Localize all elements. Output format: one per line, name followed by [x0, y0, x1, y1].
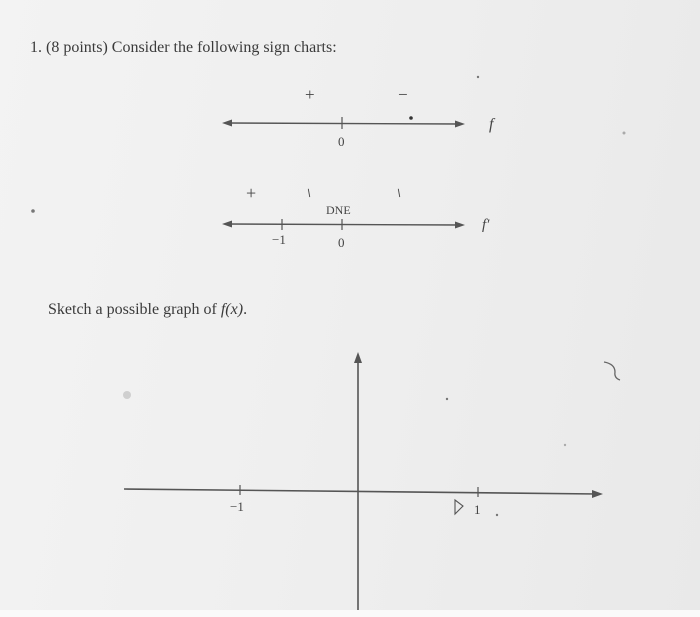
f-label: f [489, 116, 494, 133]
fprime-dne-label: DNE [326, 203, 351, 217]
fprime-tick-label-0: 0 [338, 235, 345, 250]
sketch-prompt-suffix: . [243, 301, 248, 318]
f-sign-left: + [305, 85, 315, 104]
sketch-prompt-prefix: Sketch a possible graph of [48, 301, 217, 318]
fprime-tick-label-neg1: −1 [272, 232, 286, 247]
f-tick-label: 0 [338, 134, 345, 149]
fprime-label: f′ [482, 217, 490, 233]
f-sign-right: − [398, 85, 408, 104]
fprime-sign-right: − [388, 186, 410, 200]
sign-chart-f-line [222, 116, 465, 129]
cursor-mark [455, 500, 463, 514]
x-tick-label-1: 1 [474, 502, 481, 517]
sketch-axes [124, 352, 603, 617]
x-axis [124, 489, 598, 494]
problem-prompt: Consider the following sign charts: [111, 39, 337, 56]
paper-marks [31, 76, 625, 516]
x-axis-arrow [592, 490, 603, 498]
y-axis-arrow [354, 352, 362, 363]
sketch-instruction [48, 302, 247, 318]
problem-number: 1. [30, 39, 42, 56]
sketch-function-expr: f(x) [220, 301, 244, 318]
problem-points: (8 points) [46, 39, 108, 56]
page-bottom-edge [0, 610, 700, 617]
fprime-sign-middle: − [298, 186, 320, 200]
x-tick-label-neg1: −1 [230, 499, 244, 514]
fprime-sign-left: + [246, 183, 257, 203]
sign-chart-fprime-line [222, 219, 465, 230]
